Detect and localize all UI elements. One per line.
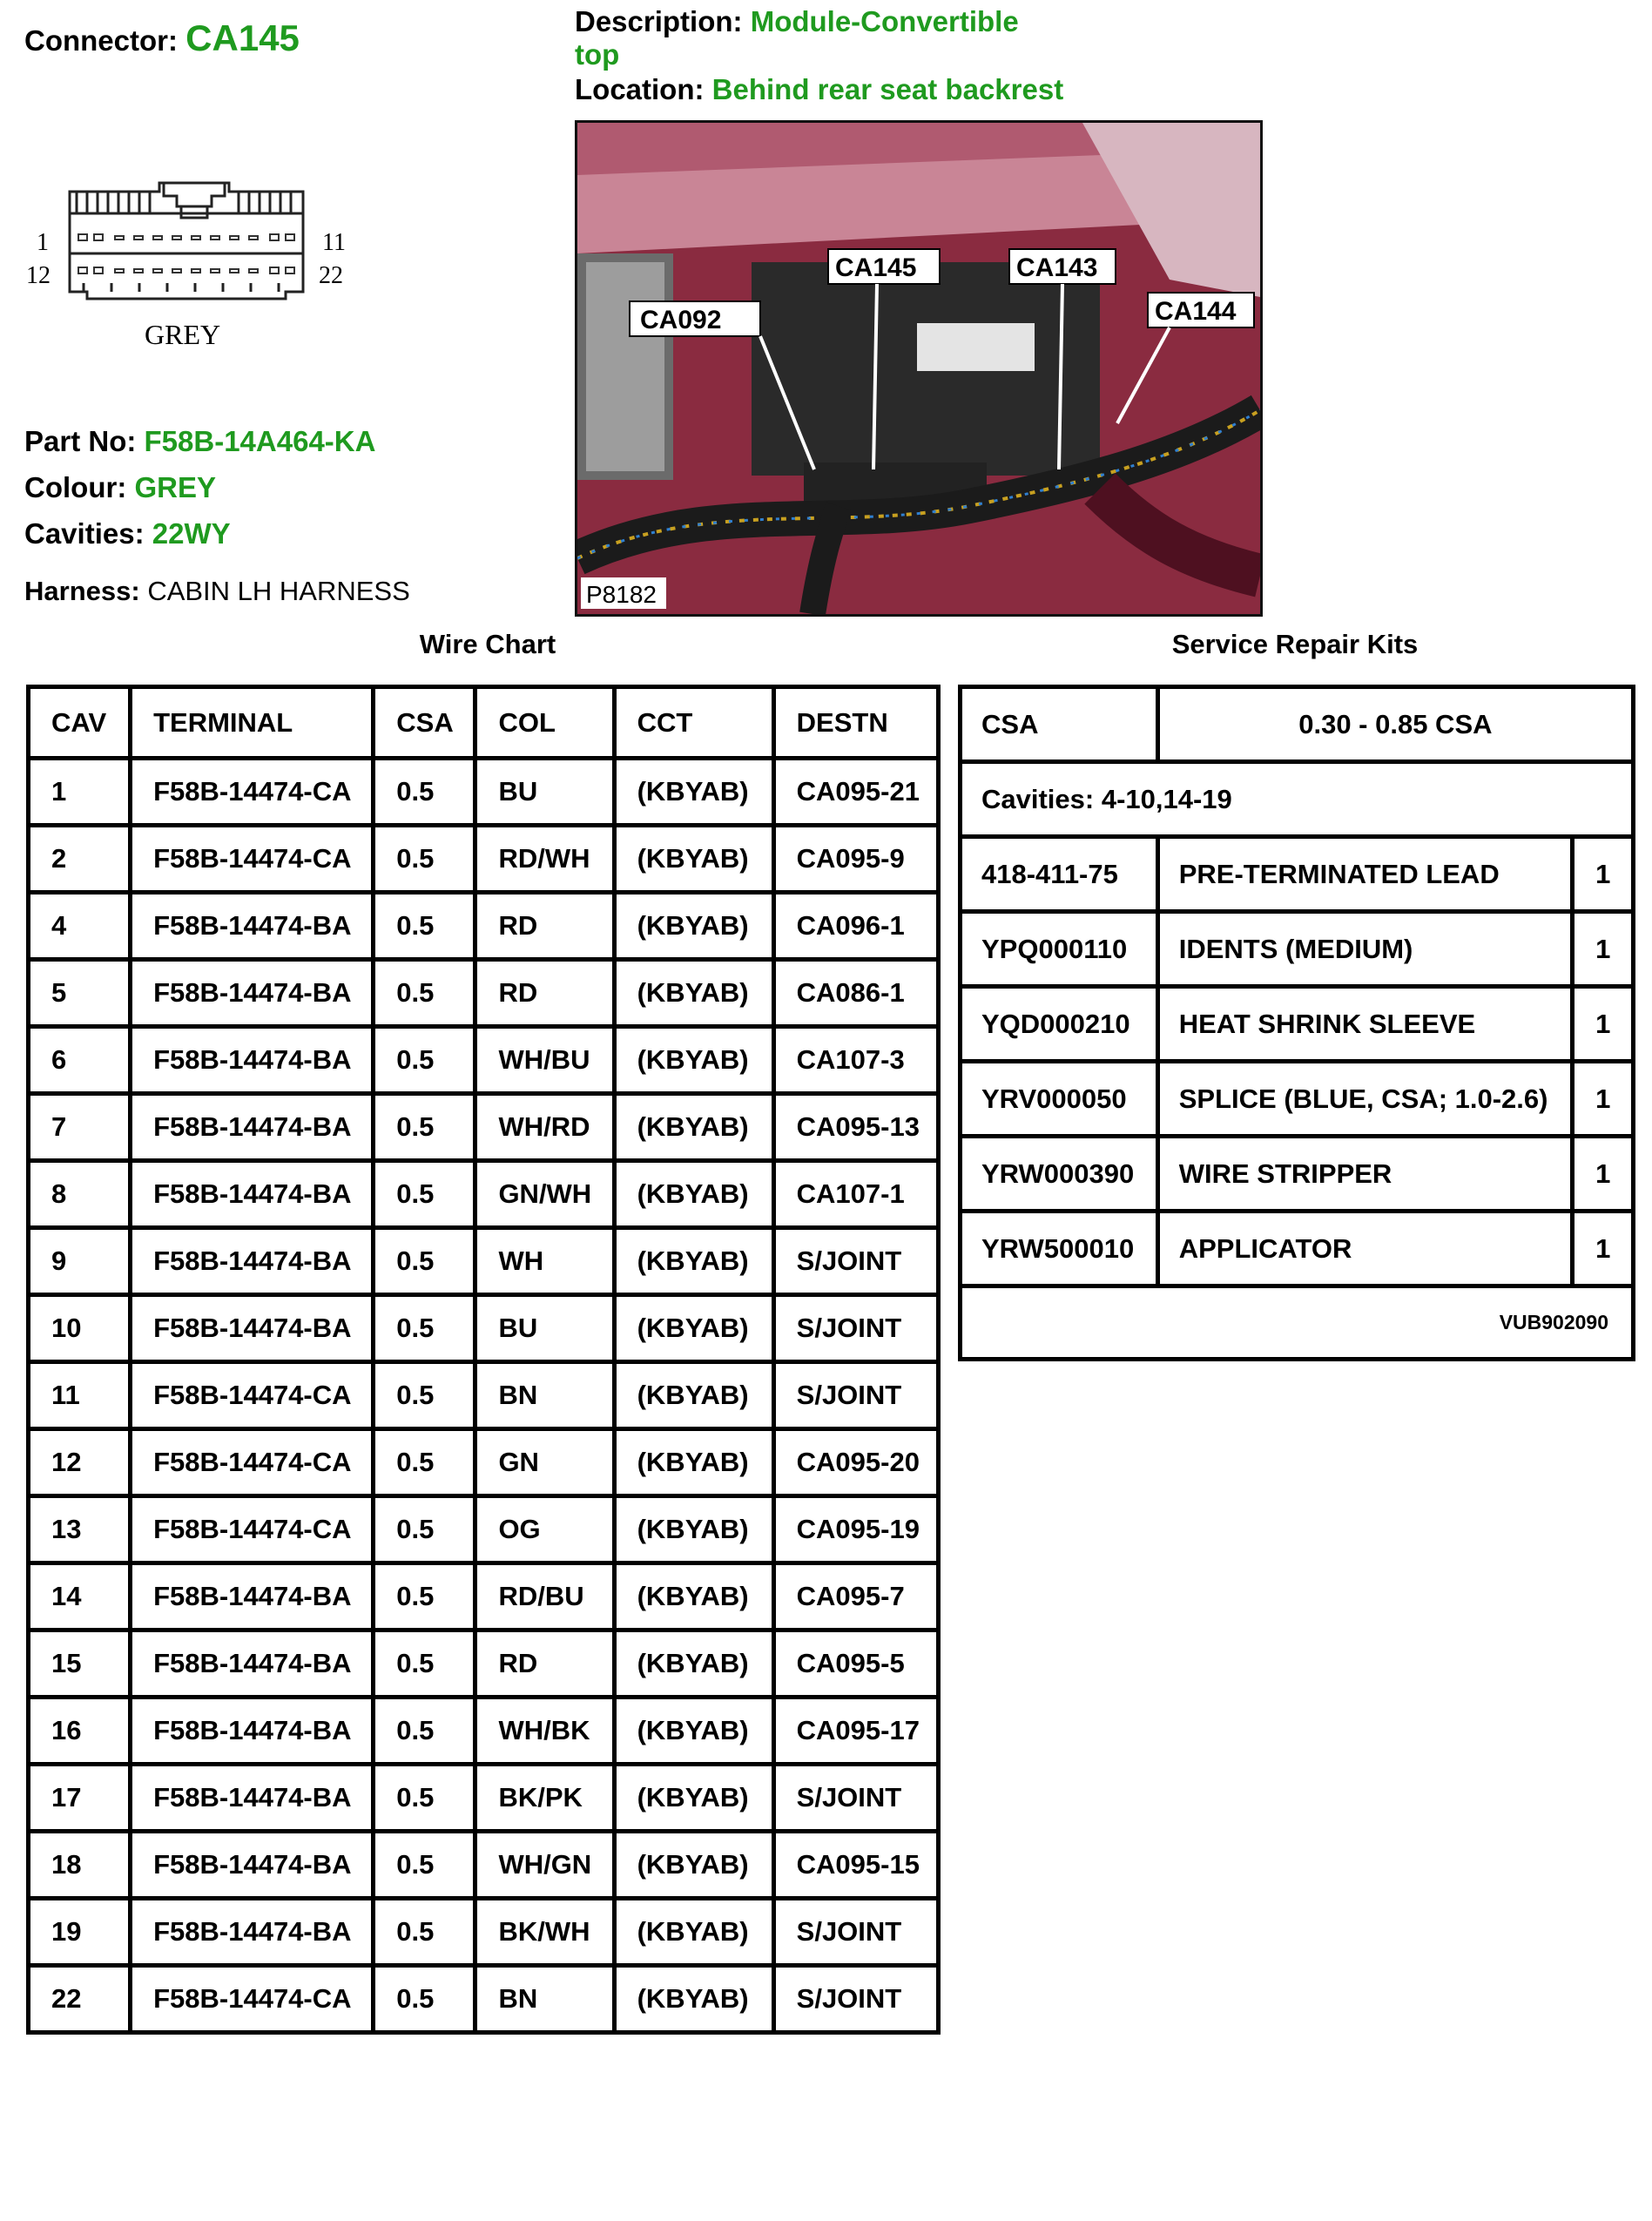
table-row — [29, 1966, 939, 2033]
cell-cav: 12 — [29, 1429, 131, 1496]
list-item — [961, 1212, 1634, 1286]
cell-cav: 13 — [29, 1496, 131, 1563]
cell-csa: 0.5 — [374, 826, 475, 893]
table-row — [29, 826, 939, 893]
cell-csa: 0.5 — [374, 1496, 475, 1563]
callout-ca092: CA092 — [640, 306, 722, 334]
table-row — [29, 960, 939, 1027]
kit-part-no: YRW000390 — [961, 1137, 1158, 1212]
repair-kits-body — [961, 687, 1634, 1360]
cell-cct: (KBYAB) — [614, 1630, 773, 1698]
part-no-label: Part No: — [24, 425, 137, 457]
table-row — [29, 1094, 939, 1161]
kit-description: WIRE STRIPPER — [1157, 1137, 1573, 1212]
harness-line — [24, 576, 410, 607]
cell-col: OG — [475, 1496, 614, 1563]
photo-ref: P8182 — [586, 581, 657, 608]
wire-chart-header-row — [29, 687, 939, 759]
cell-col: GN — [475, 1429, 614, 1496]
table-row — [29, 1563, 939, 1630]
cell-cav: 16 — [29, 1698, 131, 1765]
cell-cct: (KBYAB) — [614, 759, 773, 826]
cavities-line — [24, 517, 231, 550]
kit-qty: 1 — [1573, 987, 1634, 1062]
table-row — [29, 1429, 939, 1496]
connector-diagram — [24, 179, 364, 353]
cell-csa: 0.5 — [374, 1295, 475, 1362]
header-csa: CSA — [374, 687, 475, 759]
cell-terminal: F58B-14474-BA — [131, 1027, 374, 1094]
kit-description: PRE-TERMINATED LEAD — [1157, 837, 1573, 912]
cell-cct: (KBYAB) — [614, 1228, 773, 1295]
table-row — [29, 1899, 939, 1966]
cell-cct: (KBYAB) — [614, 1362, 773, 1429]
cell-destn: CA107-3 — [773, 1027, 938, 1094]
cell-csa: 0.5 — [374, 893, 475, 960]
wire-chart-body — [29, 687, 939, 2033]
cell-csa: 0.5 — [374, 1362, 475, 1429]
diagram-colour-text: GREY — [145, 319, 221, 350]
cell-cct: (KBYAB) — [614, 826, 773, 893]
cell-col: WH/BU — [475, 1027, 614, 1094]
connector-label: Connector: — [24, 24, 178, 57]
cell-cct: (KBYAB) — [614, 1161, 773, 1228]
cell-cav: 8 — [29, 1161, 131, 1228]
cell-col: GN/WH — [475, 1161, 614, 1228]
kit-qty: 1 — [1573, 1137, 1634, 1212]
kits-csa-value: 0.30 - 0.85 CSA — [1157, 687, 1633, 762]
pin-top-right: 11 — [322, 229, 346, 256]
table-row — [29, 1698, 939, 1765]
location-photo — [575, 120, 1263, 617]
cell-cct: (KBYAB) — [614, 1027, 773, 1094]
kit-qty: 1 — [1573, 837, 1634, 912]
cell-destn: CA095-17 — [773, 1698, 938, 1765]
table-row — [29, 759, 939, 826]
cell-csa: 0.5 — [374, 1161, 475, 1228]
cell-col: WH/GN — [475, 1832, 614, 1899]
cell-destn: CA095-7 — [773, 1563, 938, 1630]
colour-line — [24, 471, 216, 504]
repair-kits-title: Service Repair Kits — [1171, 629, 1419, 659]
cell-cct: (KBYAB) — [614, 1899, 773, 1966]
connector-face-icon — [24, 179, 364, 353]
location-value: Behind rear seat backrest — [711, 73, 1064, 105]
callout-ca145: CA145 — [835, 253, 917, 282]
cell-cav: 9 — [29, 1228, 131, 1295]
cell-csa: 0.5 — [374, 1966, 475, 2033]
cell-cct: (KBYAB) — [614, 1698, 773, 1765]
cell-col: WH — [475, 1228, 614, 1295]
pin-bottom-left: 12 — [26, 262, 51, 289]
kit-qty: 1 — [1573, 1212, 1634, 1286]
cell-csa: 0.5 — [374, 1630, 475, 1698]
cell-destn: CA095-19 — [773, 1496, 938, 1563]
table-row — [29, 1765, 939, 1832]
cell-terminal: F58B-14474-BA — [131, 1765, 374, 1832]
list-item — [961, 1137, 1634, 1212]
cell-col: BU — [475, 759, 614, 826]
cell-csa: 0.5 — [374, 1429, 475, 1496]
cell-terminal: F58B-14474-BA — [131, 960, 374, 1027]
table-row — [29, 1496, 939, 1563]
cell-terminal: F58B-14474-CA — [131, 826, 374, 893]
header-cav: CAV — [29, 687, 131, 759]
cell-destn: S/JOINT — [773, 1228, 938, 1295]
wire-chart-table — [26, 685, 941, 2035]
module-photo-icon — [577, 123, 1260, 614]
kit-qty: 1 — [1573, 1062, 1634, 1137]
cell-cct: (KBYAB) — [614, 1765, 773, 1832]
cell-csa: 0.5 — [374, 1765, 475, 1832]
kit-part-no: YRW500010 — [961, 1212, 1158, 1286]
table-row — [29, 893, 939, 960]
cell-csa: 0.5 — [374, 1698, 475, 1765]
cell-cct: (KBYAB) — [614, 1966, 773, 2033]
part-no-line — [24, 425, 375, 458]
pin-bottom-right: 22 — [319, 262, 343, 289]
list-item — [961, 837, 1634, 912]
cell-destn: CA096-1 — [773, 893, 938, 960]
cell-cav: 1 — [29, 759, 131, 826]
table-row — [29, 1362, 939, 1429]
cell-destn: S/JOINT — [773, 1966, 938, 2033]
kit-description: SPLICE (BLUE, CSA; 1.0-2.6) — [1157, 1062, 1573, 1137]
kit-part-no: YQD000210 — [961, 987, 1158, 1062]
cell-cav: 5 — [29, 960, 131, 1027]
cell-terminal: F58B-14474-BA — [131, 1630, 374, 1698]
kits-cavities-row — [961, 762, 1634, 837]
part-no-value: F58B-14A464-KA — [144, 425, 376, 457]
cell-cav: 18 — [29, 1832, 131, 1899]
cell-cav: 22 — [29, 1966, 131, 2033]
kits-footer-row — [961, 1286, 1634, 1360]
cell-destn: CA095-21 — [773, 759, 938, 826]
cell-cct: (KBYAB) — [614, 1496, 773, 1563]
callout-ca144: CA144 — [1155, 297, 1237, 326]
table-row — [29, 1630, 939, 1698]
cell-csa: 0.5 — [374, 1899, 475, 1966]
pin-top-left: 1 — [37, 229, 49, 256]
cell-col: RD — [475, 960, 614, 1027]
cell-csa: 0.5 — [374, 1563, 475, 1630]
cell-col: BN — [475, 1362, 614, 1429]
cell-terminal: F58B-14474-BA — [131, 1094, 374, 1161]
cell-cct: (KBYAB) — [614, 1429, 773, 1496]
repair-kits-table — [958, 685, 1635, 1361]
cell-col: RD — [475, 893, 614, 960]
cell-col: BK/WH — [475, 1899, 614, 1966]
list-item — [961, 1062, 1634, 1137]
cell-cav: 17 — [29, 1765, 131, 1832]
cell-cav: 2 — [29, 826, 131, 893]
cell-destn: S/JOINT — [773, 1899, 938, 1966]
kit-part-no: YRV000050 — [961, 1062, 1158, 1137]
cell-terminal: F58B-14474-BA — [131, 1161, 374, 1228]
cell-destn: CA086-1 — [773, 960, 938, 1027]
colour-value: GREY — [134, 471, 217, 503]
kit-description: APPLICATOR — [1157, 1212, 1573, 1286]
cell-terminal: F58B-14474-CA — [131, 1362, 374, 1429]
cell-terminal: F58B-14474-CA — [131, 1966, 374, 2033]
cell-destn: S/JOINT — [773, 1362, 938, 1429]
cell-cct: (KBYAB) — [614, 1295, 773, 1362]
cell-terminal: F58B-14474-CA — [131, 759, 374, 826]
cell-terminal: F58B-14474-BA — [131, 893, 374, 960]
cell-cav: 19 — [29, 1899, 131, 1966]
cell-cav: 14 — [29, 1563, 131, 1630]
cell-col: BU — [475, 1295, 614, 1362]
table-row — [29, 1832, 939, 1899]
table-row — [29, 1161, 939, 1228]
kits-csa-row — [961, 687, 1634, 762]
cell-csa: 0.5 — [374, 1832, 475, 1899]
cell-csa: 0.5 — [374, 759, 475, 826]
cell-col: BK/PK — [475, 1765, 614, 1832]
cell-col: WH/BK — [475, 1698, 614, 1765]
list-item — [961, 987, 1634, 1062]
cell-terminal: F58B-14474-CA — [131, 1496, 374, 1563]
cell-cav: 15 — [29, 1630, 131, 1698]
cell-terminal: F58B-14474-CA — [131, 1429, 374, 1496]
cell-csa: 0.5 — [374, 960, 475, 1027]
cell-cav: 6 — [29, 1027, 131, 1094]
cell-terminal: F58B-14474-BA — [131, 1563, 374, 1630]
cavities-value: 22WY — [152, 517, 231, 550]
table-row — [29, 1027, 939, 1094]
header-terminal: TERMINAL — [131, 687, 374, 759]
kit-qty: 1 — [1573, 912, 1634, 987]
cell-terminal: F58B-14474-BA — [131, 1228, 374, 1295]
cell-col: WH/RD — [475, 1094, 614, 1161]
cell-terminal: F58B-14474-BA — [131, 1295, 374, 1362]
cell-destn: CA107-1 — [773, 1161, 938, 1228]
cell-terminal: F58B-14474-BA — [131, 1832, 374, 1899]
table-row — [29, 1228, 939, 1295]
cell-destn: CA095-20 — [773, 1429, 938, 1496]
cell-cct: (KBYAB) — [614, 1563, 773, 1630]
cell-destn: CA095-9 — [773, 826, 938, 893]
harness-value: CABIN LH HARNESS — [147, 576, 410, 606]
location — [575, 73, 1063, 106]
cell-cct: (KBYAB) — [614, 1094, 773, 1161]
header-col: COL — [475, 687, 614, 759]
cell-col: RD — [475, 1630, 614, 1698]
cell-col: BN — [475, 1966, 614, 2033]
cell-cct: (KBYAB) — [614, 893, 773, 960]
header-cct: CCT — [614, 687, 773, 759]
list-item — [961, 912, 1634, 987]
cell-cav: 7 — [29, 1094, 131, 1161]
colour-label: Colour: — [24, 471, 127, 503]
cell-cav: 4 — [29, 893, 131, 960]
kits-cavities: Cavities: 4-10,14-19 — [961, 762, 1634, 837]
kits-footer-code: VUB902090 — [961, 1286, 1634, 1360]
kit-part-no: 418-411-75 — [961, 837, 1158, 912]
header-destn: DESTN — [773, 687, 938, 759]
description-value: Module-Convertible top — [575, 5, 1019, 71]
cell-cav: 10 — [29, 1295, 131, 1362]
cell-destn: S/JOINT — [773, 1295, 938, 1362]
kits-csa-label: CSA — [961, 687, 1158, 762]
cell-destn: CA095-5 — [773, 1630, 938, 1698]
wire-chart-title: Wire Chart — [419, 629, 556, 659]
cell-csa: 0.5 — [374, 1094, 475, 1161]
cell-csa: 0.5 — [374, 1228, 475, 1295]
harness-label: Harness: — [24, 576, 140, 606]
cell-terminal: F58B-14474-BA — [131, 1698, 374, 1765]
cell-destn: CA095-13 — [773, 1094, 938, 1161]
connector-id: CA145 — [185, 17, 300, 58]
cell-cav: 11 — [29, 1362, 131, 1429]
callout-ca143: CA143 — [1016, 253, 1098, 282]
location-label: Location: — [575, 73, 705, 105]
cell-col: RD/WH — [475, 826, 614, 893]
cavities-label: Cavities: — [24, 517, 145, 550]
table-row — [29, 1295, 939, 1362]
cell-csa: 0.5 — [374, 1027, 475, 1094]
cell-terminal: F58B-14474-BA — [131, 1899, 374, 1966]
cell-destn: S/JOINT — [773, 1765, 938, 1832]
connector-title — [24, 17, 300, 59]
cell-cct: (KBYAB) — [614, 960, 773, 1027]
cell-cct: (KBYAB) — [614, 1832, 773, 1899]
kit-description: IDENTS (MEDIUM) — [1157, 912, 1573, 987]
kit-description: HEAT SHRINK SLEEVE — [1157, 987, 1573, 1062]
kit-part-no: YPQ000110 — [961, 912, 1158, 987]
description-label: Description: — [575, 5, 743, 37]
description — [575, 5, 1062, 71]
cell-col: RD/BU — [475, 1563, 614, 1630]
cell-destn: CA095-15 — [773, 1832, 938, 1899]
